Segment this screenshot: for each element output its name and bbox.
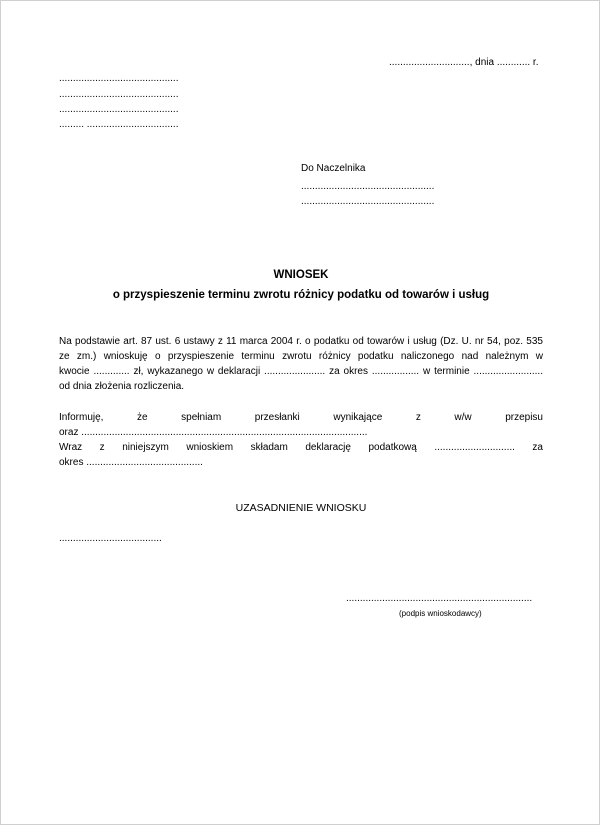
recipient-line-2: ................................................	[301, 196, 435, 207]
paragraph-line: oraz .......................................................................................................	[59, 427, 368, 438]
paragraph-line: Na podstawie art. 87 ust. 6 ustawy z 11 marca 2004 r. o podatku od towarów i usług (Dz. U. nr 54, poz. 535	[59, 336, 543, 347]
paragraph-legal-basis	[59, 334, 543, 394]
document-subtitle: o przyspieszenie terminu zwrotu różnicy podatku od towarów i usług	[112, 289, 490, 301]
signature-line: ...................................................................	[346, 593, 533, 604]
paragraph-declaration	[59, 410, 543, 470]
sender-line-4: ......... .................................	[59, 119, 179, 130]
sender-line-3: ...........................................	[59, 104, 179, 115]
signature-label: (podpis wnioskodawcy)	[399, 609, 482, 618]
sender-line-2: ...........................................	[59, 89, 179, 100]
paragraph-line: Informuję, że spełniam przesłanki wynikające z w/w przepisu	[59, 412, 543, 423]
sender-line-1: ...........................................	[59, 73, 179, 84]
paragraph-line: od dnia złożenia rozliczenia.	[59, 381, 185, 392]
paragraph-line: ze zm.) wnioskuję o przyspieszenie terminu zwrotu różnicy podatku naliczonego nad należnym w	[59, 351, 543, 362]
date-line: ............................., dnia ............ r.	[389, 57, 539, 68]
justification-heading: UZASADNIENIE WNIOSKU	[235, 502, 367, 514]
document-title: WNIOSEK	[273, 269, 329, 281]
recipient-label: Do Naczelnika	[301, 163, 366, 174]
recipient-line-1: ................................................	[301, 181, 435, 192]
paragraph-line: kwocie ............. zł, wykazanego w deklaracji ...................... za okres ................. w terminie .........................	[59, 366, 543, 377]
paragraph-line: Wraz z niniejszym wnioskiem składam deklarację podatkową ............................. za	[59, 442, 543, 453]
paragraph-line: okres ..........................................	[59, 457, 203, 468]
justification-line: .....................................	[59, 533, 162, 544]
